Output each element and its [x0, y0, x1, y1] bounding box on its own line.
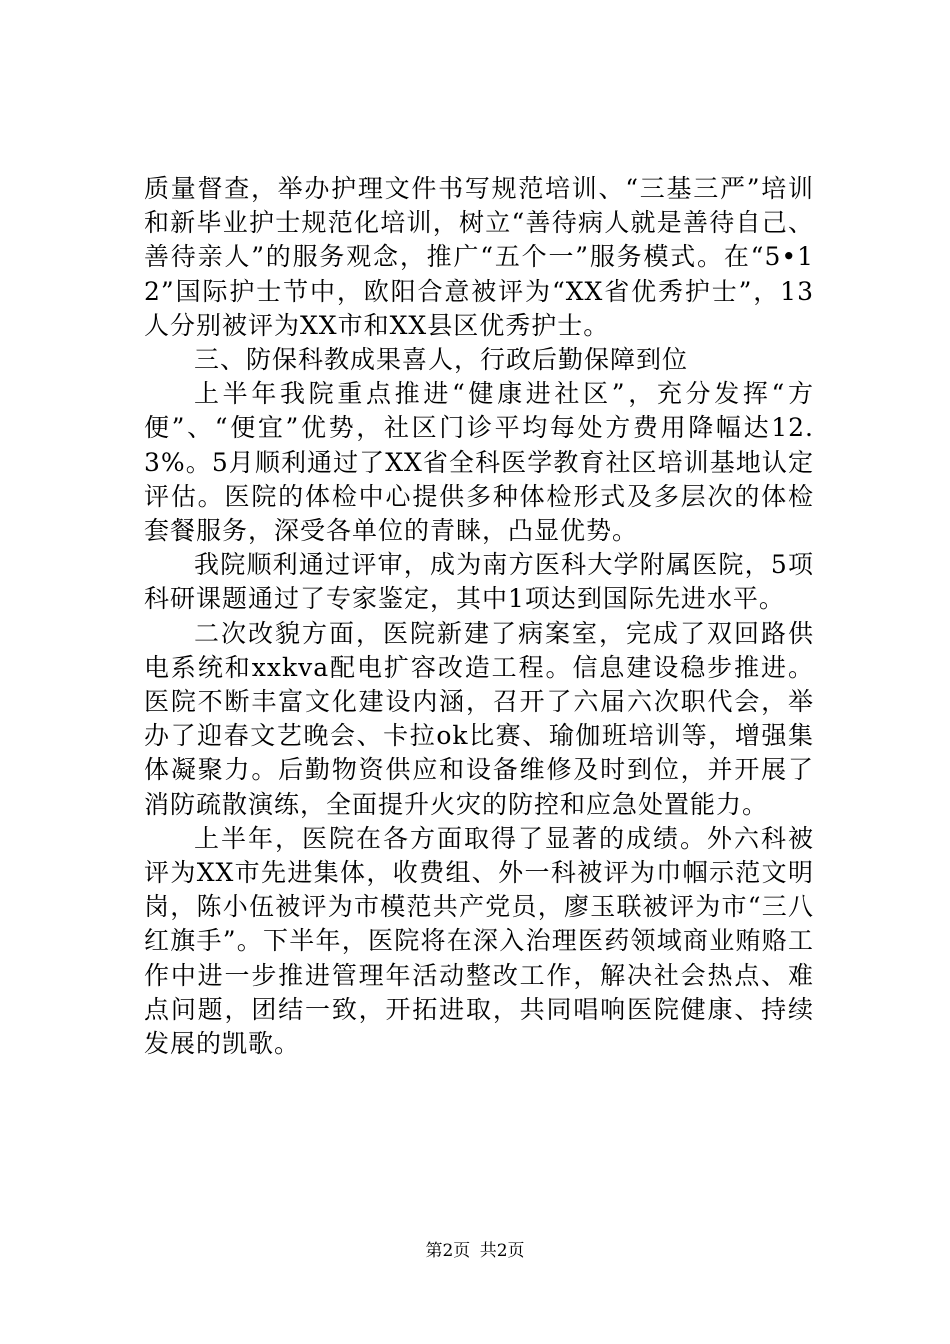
- paragraph-1: 质量督查，举办护理文件书写规范培训、“三基三严”培训和新毕业护士规范化培训，树立“善待病人就是善待自己、善待亲人”的服务观念，推广“五个一”服务模式。在“5•12”国际护士节中，欧阳合意被评为“XX省优秀护士”，13人分别被评为XX市和XX县区优秀护士。: [144, 174, 814, 340]
- page-footer: [0, 1240, 950, 1262]
- paragraph-5: 上半年，医院在各方面取得了显著的成绩。外六科被评为XX市先进集体，收费组、外一科被评为巾帼示范文明岗，陈小伍被评为市模范共产党员，廖玉联被评为市“三八红旗手”。下半年，医院将在深入治理医药领域商业贿赂工作中进一步推进管理年活动整改工作，解决社会热点、难点问题，团结一致，开拓进取，共同唱响医院健康、持续发展的凯歌。: [144, 823, 814, 1059]
- document-body: [144, 172, 814, 1061]
- paragraph-4: 二次改貌方面，医院新建了病案室，完成了双回路供电系统和xxkva配电扩容改造工程。信息建设稳步推进。医院不断丰富文化建设内涵，召开了六届六次职代会，举办了迎春文艺晚会、卡拉ok比赛、瑜伽班培训等，增强集体凝聚力。后勤物资供应和设备维修及时到位，并开展了消防疏散演练，全面提升火灾的防控和应急处置能力。: [144, 618, 814, 819]
- paragraph-3: 我院顺利通过评审，成为南方医科大学附属医院，5项科研课题通过了专家鉴定，其中1项达到国际先进水平。: [144, 550, 814, 614]
- page-number: 第2页: [425, 1241, 471, 1261]
- page-total: 共2页: [479, 1241, 525, 1261]
- section-heading: 三、防保科教成果喜人，行政后勤保障到位: [194, 345, 689, 375]
- paragraph-2: 上半年我院重点推进“健康进社区”，充分发挥“方便”、“便宜”优势，社区门诊平均每处方费用降幅达12.3%。5月顺利通过了XX省全科医学教育社区培训基地认定评估。医院的体检中心提供多种体检形式及多层次的体检套餐服务，深受各单位的青睐，凸显优势。: [144, 379, 814, 546]
